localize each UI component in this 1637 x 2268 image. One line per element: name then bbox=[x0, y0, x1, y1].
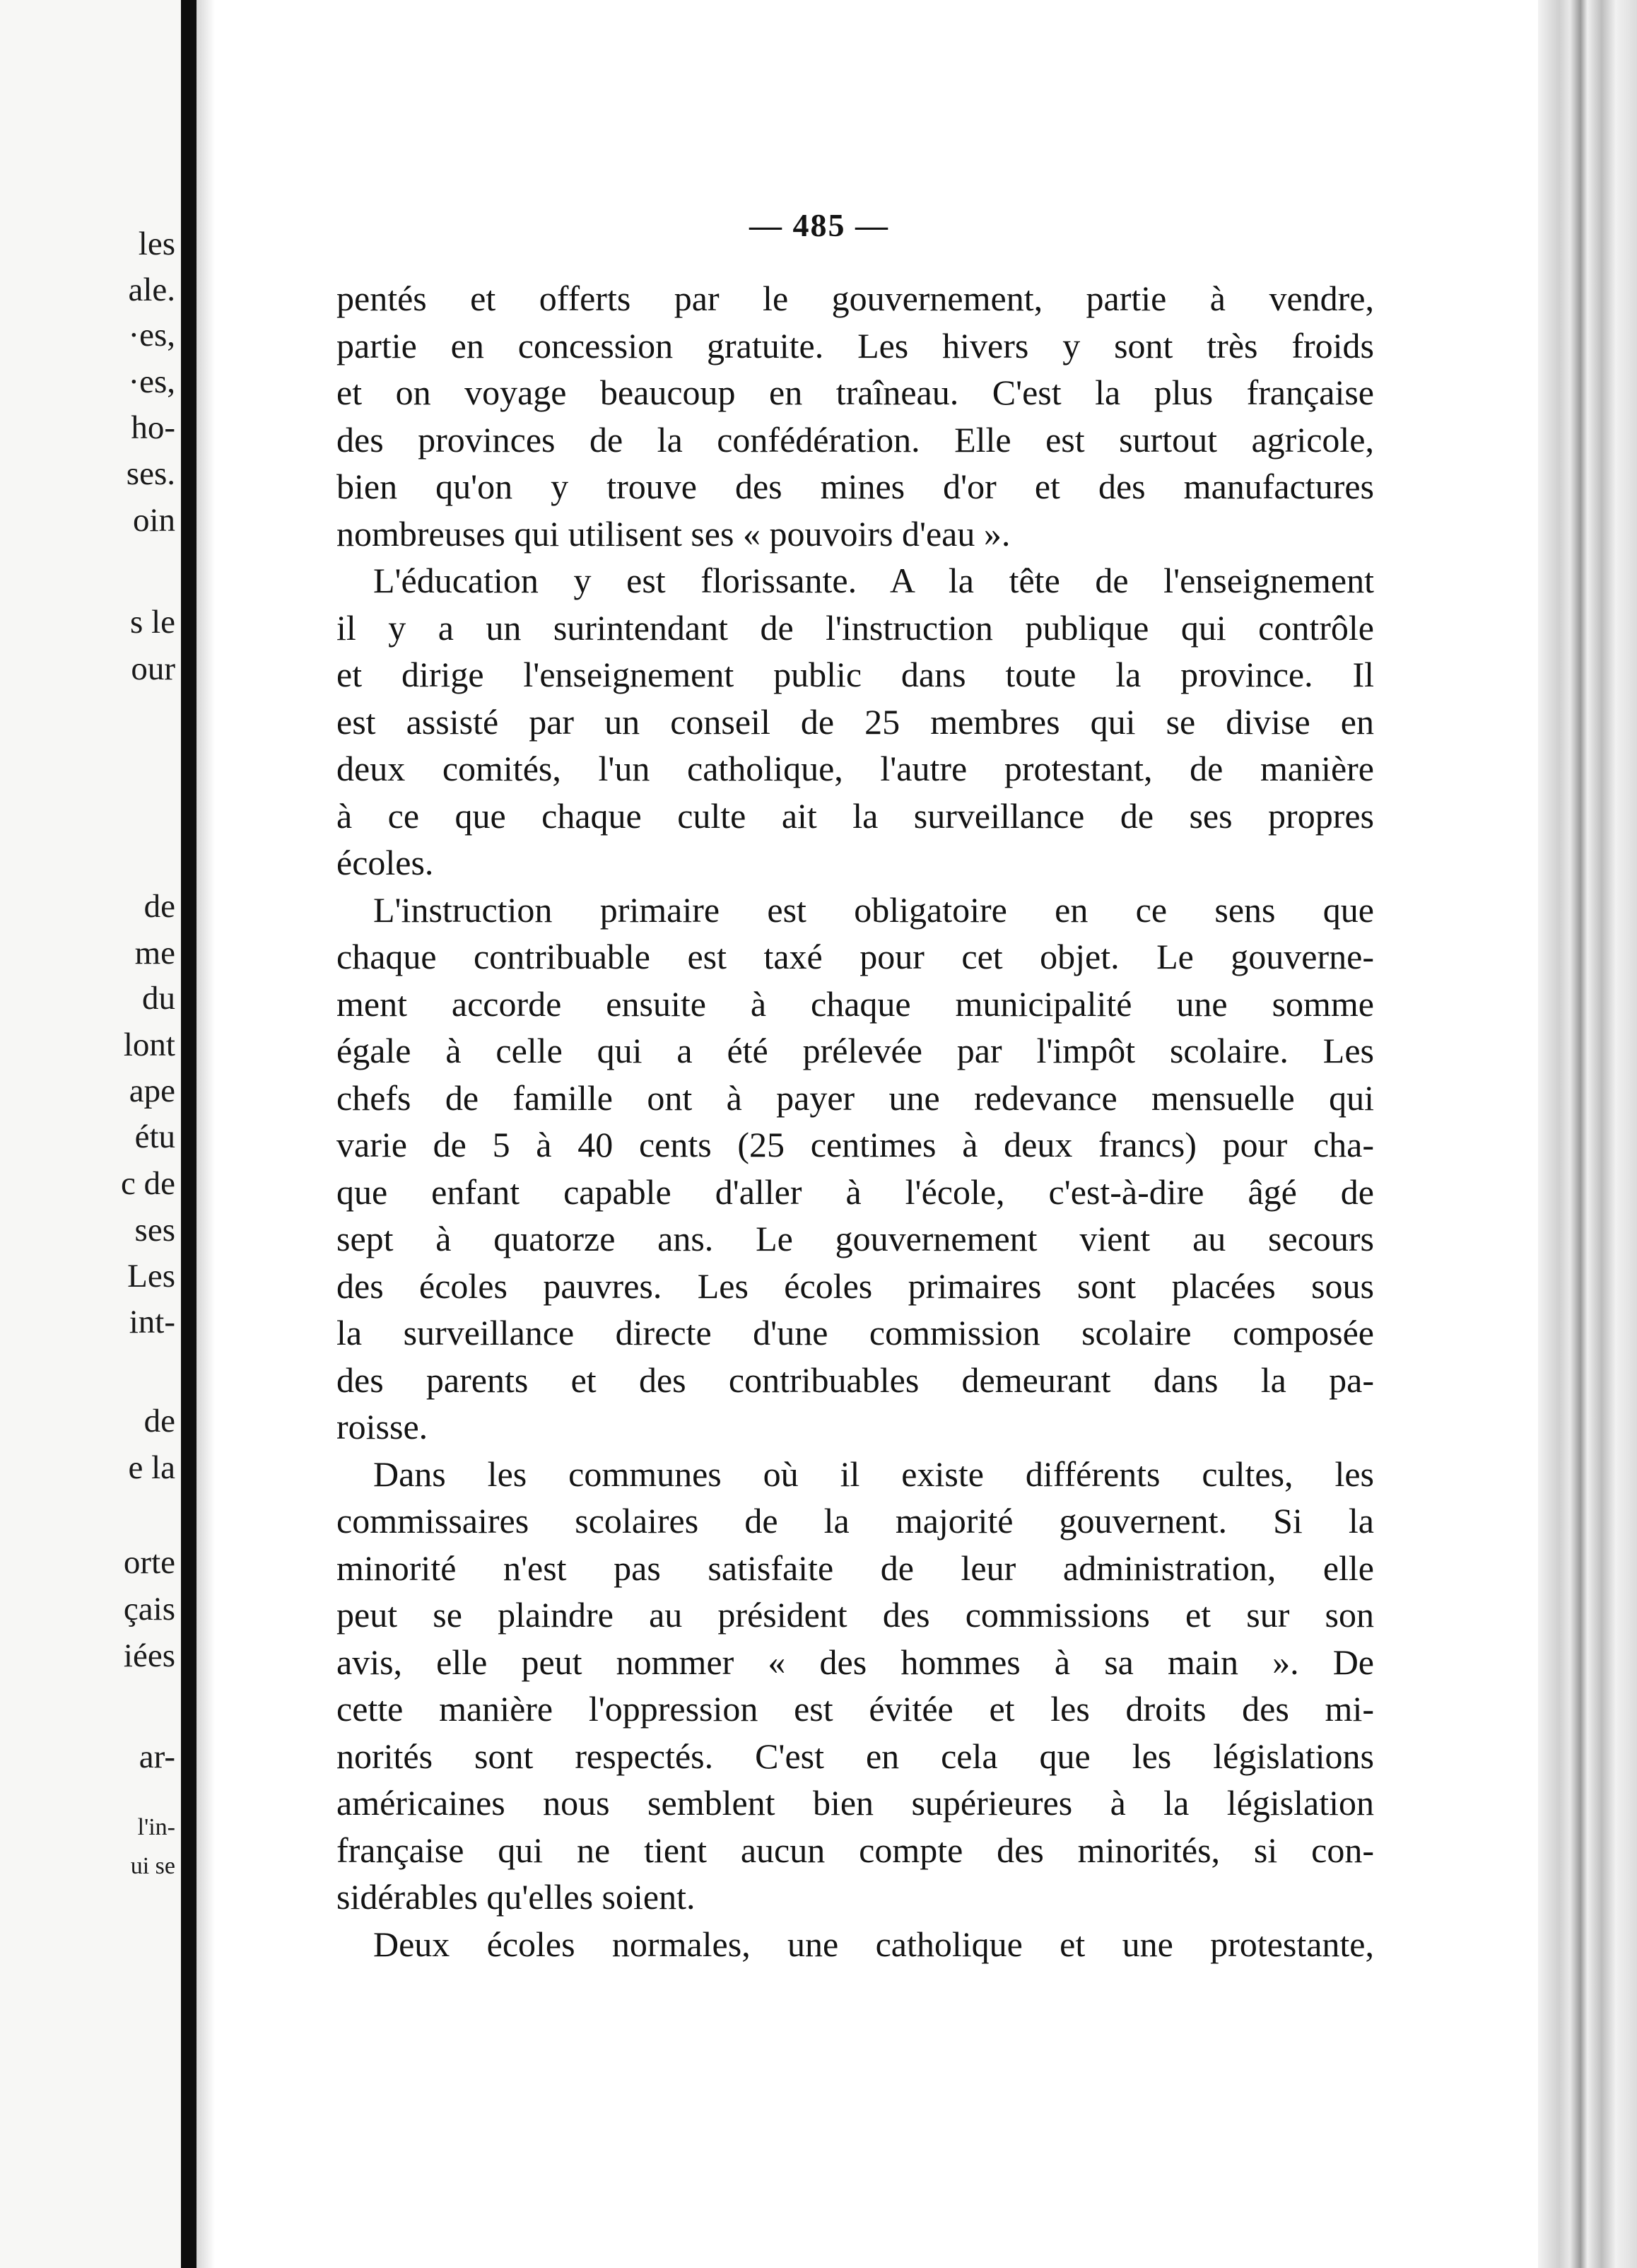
text-line: des provinces de la confédération. Elle est surtout agricole, bbox=[336, 419, 1374, 460]
text-line: chaque contribuable est taxé pour cet objet. Le gouverne- bbox=[336, 937, 1374, 976]
text-line: commissaires scolaires de la majorité gouvernent. Si la bbox=[336, 1501, 1374, 1541]
text-line: américaines nous semblent bien supérieures à la législation bbox=[336, 1783, 1374, 1823]
text-line: des parents et des contribuables demeurant dans la pa- bbox=[336, 1360, 1374, 1400]
text-line: norités sont respectés. C'est en cela que les législations bbox=[336, 1736, 1374, 1776]
text-line: que enfant capable d'aller à l'école, c'est-à-dire âgé de bbox=[336, 1171, 1374, 1212]
text-line: à ce que chaque culte ait la surveillance de ses propres bbox=[336, 795, 1374, 836]
margin-fragment: int- bbox=[129, 1304, 175, 1340]
margin-fragment: Les bbox=[127, 1258, 175, 1294]
text-line: la surveillance directe d'une commission scolaire composée bbox=[336, 1313, 1374, 1352]
text-line: minorité n'est pas satisfaite de leur administration, elle bbox=[336, 1548, 1374, 1588]
text-line: Deux écoles normales, une catholique et une protestante, bbox=[373, 1924, 1374, 1964]
text-line: écoles. bbox=[336, 843, 434, 882]
text-line: est assisté par un conseil de 25 membres qui se divise en bbox=[336, 701, 1374, 742]
margin-fragment: ale. bbox=[128, 271, 175, 308]
text-line: et on voyage beaucoup en traîneau. C'est la plus française bbox=[336, 373, 1374, 412]
text-line: cette manière l'oppression est évitée et les droits des mi- bbox=[336, 1689, 1374, 1729]
margin-fragment: étu bbox=[134, 1118, 175, 1155]
margin-fragment: ape bbox=[129, 1072, 175, 1109]
text-line: et dirige l'enseignement public dans toute la province. Il bbox=[336, 655, 1374, 694]
previous-page-margin bbox=[0, 0, 181, 2268]
text-line: peut se plaindre au président des commissions et sur son bbox=[336, 1595, 1374, 1635]
margin-fragment: çais bbox=[123, 1591, 175, 1627]
text-line: avis, elle peut nommer « des hommes à sa main ». De bbox=[336, 1642, 1374, 1682]
body-text bbox=[336, 275, 1374, 1968]
margin-fragment: s le bbox=[130, 604, 175, 641]
text-line: deux comités, l'un catholique, l'autre protestant, de manière bbox=[336, 749, 1374, 788]
text-line: sidérables qu'elles soient. bbox=[336, 1877, 696, 1917]
page-edge bbox=[1538, 0, 1637, 2268]
text-line: nombreuses qui utilisent ses « pouvoirs d'eau ». bbox=[336, 513, 1011, 554]
text-line: chefs de famille ont à payer une redevance mensuelle qui bbox=[336, 1077, 1374, 1118]
margin-fragment: orte bbox=[123, 1544, 175, 1581]
text-line: L'éducation y est florissante. A la tête de l'enseignement bbox=[373, 561, 1374, 600]
text-line: partie en concession gratuite. Les hivers y sont très froids bbox=[336, 325, 1374, 366]
margin-fragment: me bbox=[134, 935, 175, 971]
margin-fragment: ui se bbox=[130, 1853, 175, 1879]
margin-fragment: ses bbox=[134, 1212, 175, 1249]
text-line: égale à celle qui a été prélevée par l'impôt scolaire. Les bbox=[336, 1031, 1374, 1070]
gutter-shadow bbox=[196, 0, 215, 2268]
margin-fragment: iées bbox=[123, 1637, 175, 1674]
margin-fragment: ·es, bbox=[128, 363, 175, 400]
text-line: sept à quatorze ans. Le gouvernement vient au secours bbox=[336, 1219, 1374, 1258]
margin-fragment: ar- bbox=[139, 1738, 175, 1775]
text-line: roisse. bbox=[336, 1407, 428, 1446]
margin-fragment: lont bbox=[123, 1027, 175, 1063]
text-line: bien qu'on y trouve des mines d'or et des manufactures bbox=[336, 467, 1374, 506]
margin-fragment: l'in- bbox=[137, 1814, 175, 1840]
margin-fragment: e la bbox=[128, 1449, 175, 1486]
binding-gutter bbox=[181, 0, 196, 2268]
text-line: Dans les communes où il existe différents cultes, les bbox=[373, 1454, 1374, 1494]
margin-fragment: du bbox=[142, 980, 175, 1017]
margin-fragment: ses. bbox=[126, 455, 175, 492]
text-line: varie de 5 à 40 cents (25 centimes à deux francs) pour cha- bbox=[336, 1125, 1374, 1164]
margin-fragment: our bbox=[131, 650, 175, 687]
margin-fragment: ·es, bbox=[128, 317, 175, 353]
text-line: française qui ne tient aucun compte des minorités, si con- bbox=[336, 1830, 1374, 1870]
text-line: pentés et offerts par le gouvernement, partie à vendre, bbox=[336, 279, 1374, 318]
margin-fragment: oin bbox=[132, 502, 175, 539]
margin-fragment: de bbox=[143, 1403, 175, 1439]
margin-fragment: c de bbox=[121, 1165, 175, 1202]
text-line: des écoles pauvres. Les écoles primaires sont placées sous bbox=[336, 1265, 1374, 1306]
text-line: L'instruction primaire est obligatoire en ce sens que bbox=[373, 889, 1374, 930]
margin-fragment: les bbox=[138, 226, 175, 262]
page-number: — 485 — bbox=[749, 207, 889, 243]
text-line: ment accorde ensuite à chaque municipalité une somme bbox=[336, 983, 1374, 1024]
text-line: il y a un surintendant de l'instruction publique qui contrôle bbox=[336, 607, 1374, 648]
margin-fragment: ho- bbox=[131, 409, 175, 446]
margin-fragment: de bbox=[143, 888, 175, 925]
